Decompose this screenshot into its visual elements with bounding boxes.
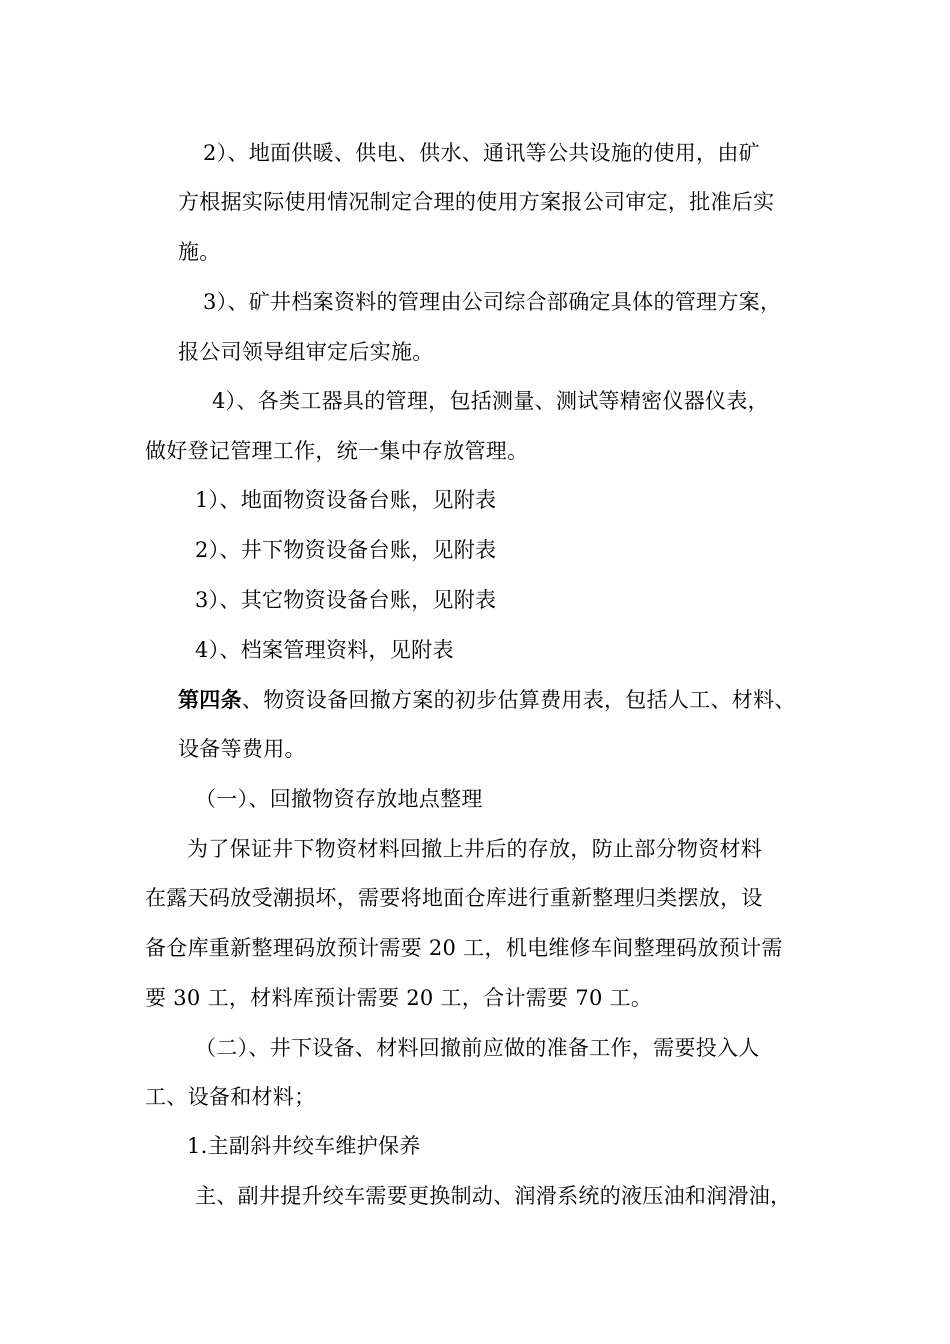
- paragraph-line: 主、副井提升绞车需要更换制动、润滑系统的液压油和润滑油，: [195, 1184, 792, 1208]
- article-label: 第四条: [178, 687, 242, 712]
- paragraph-line: 设备等费用。: [178, 737, 306, 761]
- paragraph-line: 工、设备和材料；: [145, 1085, 316, 1109]
- paragraph-line: 在露天码放受潮损坏，需要将地面仓库进行重新整理归类摆放，设: [145, 886, 763, 910]
- paragraph-line: （二）、井下设备、材料回撤前应做的准备工作，需要投入人: [195, 1036, 760, 1060]
- paragraph-line: 施。: [178, 240, 221, 264]
- paragraph-line: 要 30 工，材料库预计需要 20 工，合计需要 70 工。: [145, 986, 653, 1010]
- paragraph-line: 为了保证井下物资材料回撤上井后的存放，防止部分物资材料: [187, 837, 763, 861]
- list-item: 2）、井下物资设备台账，见附表: [195, 538, 497, 562]
- paragraph-line: 方根据实际使用情况制定合理的使用方案报公司审定，批准后实: [178, 190, 775, 214]
- paragraph-line: 4）、各类工器具的管理，包括测量、测试等精密仪器仪表，: [212, 389, 769, 413]
- paragraph-line: 报公司领导组审定后实施。: [178, 340, 434, 364]
- paragraph-line: 做好登记管理工作，统一集中存放管理。: [145, 439, 529, 463]
- section-heading: （一）、回撤物资存放地点整理: [195, 787, 483, 811]
- list-item: 1）、地面物资设备台账，见附表: [195, 488, 497, 512]
- subsection-heading: 1.主副斜井绞车维护保养: [187, 1134, 421, 1158]
- paragraph-line: 3）、矿井档案资料的管理由公司综合部确定具体的管理方案，: [203, 290, 782, 314]
- paragraph-line: 2）、地面供暖、供电、供水、通讯等公共设施的使用，由矿: [203, 141, 760, 165]
- list-item: 3）、其它物资设备台账，见附表: [195, 588, 497, 612]
- article-heading-line: [178, 689, 796, 711]
- article-heading-text: 、物资设备回撤方案的初步估算费用表，包括人工、材料、: [241, 688, 796, 712]
- list-item: 4）、档案管理资料，见附表: [195, 638, 454, 662]
- paragraph-line: 备仓库重新整理码放预计需要 20 工，机电维修车间整理码放预计需: [145, 936, 783, 960]
